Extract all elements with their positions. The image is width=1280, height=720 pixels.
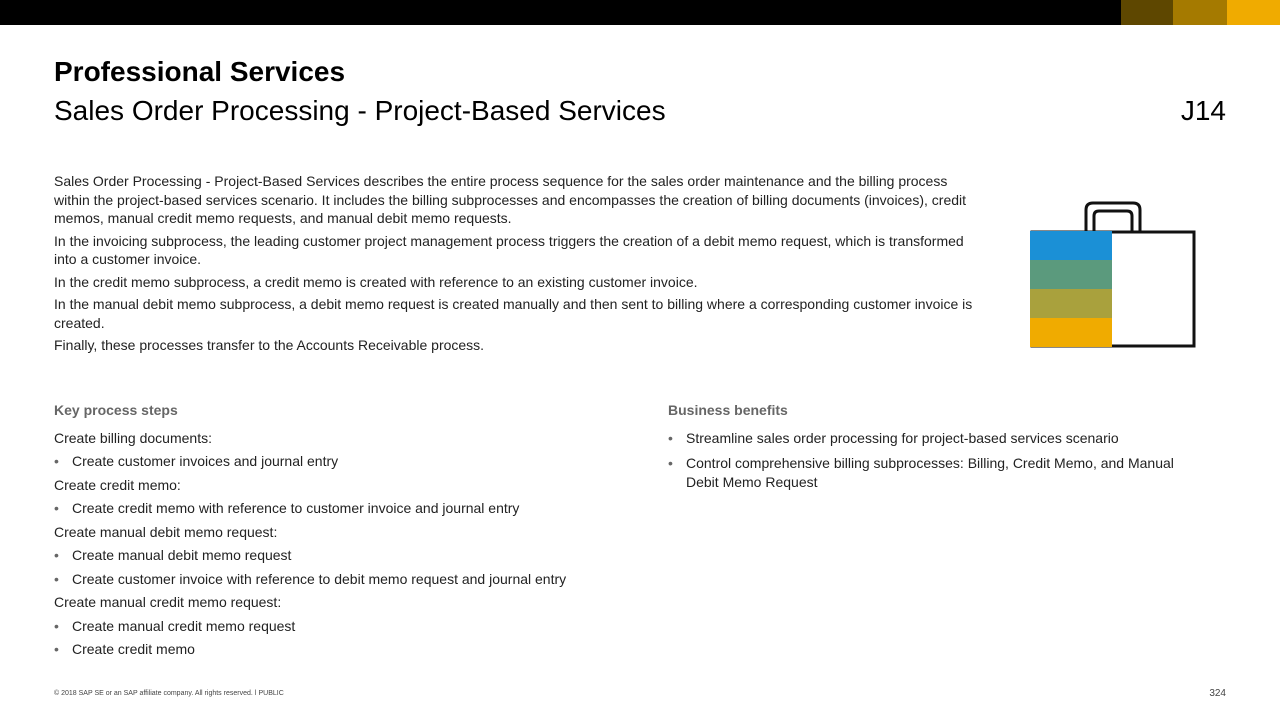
step-group-title: Create manual debit memo request: (54, 523, 278, 540)
intro-paragraph: Sales Order Processing - Project-Based Services describes the entire process sequence for the sales order maintenance and the billing process within the project-based services scenario. It includes the billing subprocesses and encompasses the creation of billing documents (invoices), credit memos, manual credit memo requests, and manual debit memo requests. (54, 173, 967, 226)
key-steps-heading: Key process steps (54, 402, 178, 418)
page-subtitle: Sales Order Processing - Project-Based Services (54, 95, 666, 126)
scope-code: J14 (1180, 95, 1226, 126)
intro-paragraph: In the invoicing subprocess, the leading customer project management process triggers the creation of a debit memo request, which is transformed into a customer invoice. (54, 232, 964, 267)
step-group-title: Create credit memo: (54, 476, 181, 493)
top-bar (0, 0, 1280, 25)
briefcase-band-blue (1030, 231, 1112, 260)
key-process-steps (54, 401, 614, 664)
accent-block-light (1227, 0, 1280, 25)
briefcase-band-green (1030, 260, 1112, 289)
briefcase-band-olive (1030, 289, 1112, 318)
business-benefits (668, 401, 1208, 498)
step-item: • Create manual credit memo request (54, 617, 614, 636)
step-item: • Create customer invoice with reference to debit memo request and journal entry (54, 570, 614, 589)
step-item: • Create manual debit memo request (54, 546, 614, 565)
step-group-title: Create billing documents: (54, 429, 212, 446)
briefcase-icon (1028, 200, 1198, 350)
intro-paragraph: Finally, these processes transfer to the Accounts Receivable process. (54, 337, 485, 353)
accent-block-dark (1121, 0, 1173, 25)
benefits-heading: Business benefits (668, 402, 788, 418)
intro-paragraph: In the credit memo subprocess, a credit memo is created with reference to an existing customer invoice. (54, 273, 698, 290)
page-number: 324 (1209, 688, 1226, 699)
page-title: Professional Services (54, 56, 346, 87)
accent-block-mid (1173, 0, 1227, 25)
copyright-footer: © 2018 SAP SE or an SAP affiliate company. All rights reserved. ǀ PUBLIC (54, 690, 284, 697)
intro-text (54, 172, 974, 359)
step-item: • Create credit memo with reference to customer invoice and journal entry (54, 499, 614, 518)
step-group-title: Create manual credit memo request: (54, 594, 282, 610)
briefcase-band-gold (1030, 318, 1112, 347)
benefit-item: • Streamline sales order processing for project-based services scenario (668, 429, 1208, 448)
intro-paragraph: In the manual debit memo subprocess, a debit memo request is created manually and then sent to billing where a corresponding customer invoice is created. (54, 296, 973, 331)
step-item: • Create credit memo (54, 640, 614, 659)
step-item: • Create customer invoices and journal entry (54, 452, 614, 471)
benefit-item: • Control comprehensive billing subprocesses: Billing, Credit Memo, and Manual Debit Memo Request (668, 454, 1208, 491)
